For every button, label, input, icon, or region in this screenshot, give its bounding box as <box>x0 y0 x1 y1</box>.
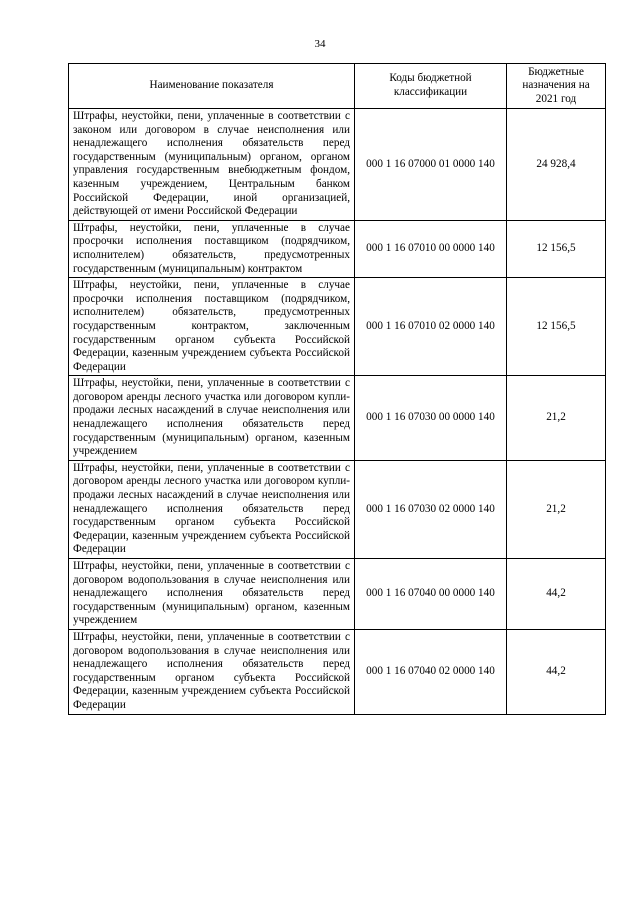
row-code: 000 1 16 07030 00 0000 140 <box>355 376 507 461</box>
row-name: Штрафы, неустойки, пени, уплаченные в случае просрочки исполнения поставщиком (подрядчиком, исполнителем) обязательств, предусмотренных государственным (муниципальным) контрактом <box>69 220 355 277</box>
row-value: 44,2 <box>507 629 606 714</box>
table-row <box>69 460 606 558</box>
row-value: 24 928,4 <box>507 109 606 221</box>
table-row <box>69 629 606 714</box>
row-code: 000 1 16 07010 00 0000 140 <box>355 220 507 277</box>
budget-table <box>68 63 606 715</box>
row-value: 21,2 <box>507 376 606 461</box>
header-name: Наименование показателя <box>69 64 355 109</box>
table-row <box>69 220 606 277</box>
row-value: 12 156,5 <box>507 278 606 376</box>
row-code: 000 1 16 07000 01 0000 140 <box>355 109 507 221</box>
row-name: Штрафы, неустойки, пени, уплаченные в случае просрочки исполнения поставщиком (подрядчиком, исполнителем) обязательств, предусмотренных государственным контрактом, заключенным государственным органом субъекта Российской Федерации, казенным учреждением субъекта Российской Федерации <box>69 278 355 376</box>
row-code: 000 1 16 07040 00 0000 140 <box>355 559 507 630</box>
row-value: 21,2 <box>507 460 606 558</box>
row-value: 44,2 <box>507 559 606 630</box>
table-row <box>69 376 606 461</box>
row-code: 000 1 16 07030 02 0000 140 <box>355 460 507 558</box>
row-value: 12 156,5 <box>507 220 606 277</box>
table-row <box>69 109 606 221</box>
row-name: Штрафы, неустойки, пени, уплаченные в соответствии с договором аренды лесного участка или договором купли-продажи лесных насаждений в случае неисполнения или ненадлежащего исполнения обязательств перед государственным органом субъекта Российской Федерации, казенным учреждением субъекта Российской Федерации <box>69 460 355 558</box>
table-row <box>69 278 606 376</box>
header-code: Коды бюджетной классификации <box>355 64 507 109</box>
table-row <box>69 559 606 630</box>
row-name: Штрафы, неустойки, пени, уплаченные в соответствии с договором аренды лесного участка или договором купли-продажи лесных насаждений в случае неисполнения или ненадлежащего исполнения обязательств перед государственным (муниципальным) органом, казенным учреждением <box>69 376 355 461</box>
row-name: Штрафы, неустойки, пени, уплаченные в соответствии с законом или договором в случае неисполнения или ненадлежащего исполнения обязательств перед государственным (муниципальным) органом, органом управления государственным внебюджетным фондом, казенным учреждением, Центральным банком Российской Федерации, иной организацией, действующей от имени Российской Федерации <box>69 109 355 221</box>
table-header-row <box>69 64 606 109</box>
page-number: 34 <box>314 38 326 50</box>
header-value: Бюджетные назначения на 2021 год <box>507 64 606 109</box>
row-name: Штрафы, неустойки, пени, уплаченные в соответствии с договором водопользования в случае неисполнения или ненадлежащего исполнения обязательств перед государственным (муниципальным) органом, казенным учреждением <box>69 559 355 630</box>
row-name: Штрафы, неустойки, пени, уплаченные в соответствии с договором водопользования в случае неисполнения или ненадлежащего исполнения обязательств перед государственным органом субъекта Российской Федерации, казенным учреждением субъекта Российской Федерации <box>69 629 355 714</box>
row-code: 000 1 16 07010 02 0000 140 <box>355 278 507 376</box>
row-code: 000 1 16 07040 02 0000 140 <box>355 629 507 714</box>
